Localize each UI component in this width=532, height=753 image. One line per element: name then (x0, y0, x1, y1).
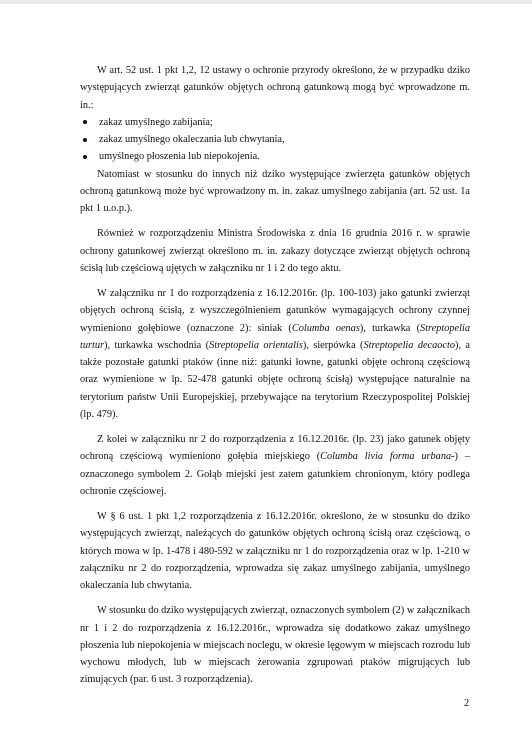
list-item-text: zakaz umyślnego zabijania; (99, 116, 213, 128)
paragraph-art-52: W art. 52 ust. 1 pkt 1,2, 12 ustawy o ochronie przyrody określono, że w przypadku dziko występujących zwierząt gatunków objętych ochroną gatunkową mogą być wprowadzone m. in.: (80, 65, 470, 111)
species-name: Streptopelia orientalis (209, 339, 303, 351)
bullet-icon (83, 155, 87, 159)
page-number: 2 (464, 698, 470, 709)
text-run: ), turkawka ( (359, 322, 421, 334)
species-name: Columba oenas (291, 322, 360, 334)
text-run: ), sierpówka ( (302, 339, 364, 351)
document-body (80, 62, 470, 689)
paragraph-zalacznik-2 (80, 431, 470, 500)
paragraph-natomiast: Natomiast w stosunku do innych niż dziko występujące zwierzęta gatunków objętych ochroną gatunkową może być wprowadzony m. in. zakaz umyślnego zabijania (art. 52 ust. 1a pkt 1 u.o.p.). (80, 168, 470, 214)
list-item (80, 148, 470, 165)
text-run: Z kolei w załączniku nr 2 do rozporządzenia z 16.12.2016r. (lp. 23) jako gatunek objęty ochroną częściową wymieniono gołębia miejskiego ( (80, 434, 470, 463)
page-top-edge (0, 0, 532, 4)
bullet-icon (83, 138, 87, 142)
text-run: W załączniku nr 1 do rozporządzenia z 16.12.2016r. (lp. 100-103) jako gatunki zwierząt objętych ochroną ścisłą, z wyszczególnieniem gatunków wymagających ochrony czynnej wymieniono gołębiowe (oznaczone 2): siniak ( (80, 288, 470, 334)
list-item (80, 114, 470, 131)
bullet-icon (83, 120, 87, 124)
prohibitions-list (80, 114, 470, 166)
species-name: Streptopelia turtur (80, 322, 470, 351)
text-run: -) – oznaczonego symbolem 2. Gołąb miejski jest zatem gatunkiem chronionym, który podlega ochronie częściowej. (80, 451, 470, 497)
paragraph-symbol-2: W stosunku do dziko występujących zwierząt, oznaczonych symbolem (2) w załącznikach nr 1 i 2 do rozporządzenia z 16.12.2016r., wprowadza się dodatkowo zakaz umyślnego płoszenia lub niepokojenia w miejscach noclegu, w okresie lęgowym w miejscach rozrodu lub wychowu młodych, lub w miejscach żerowania zgrupowań ptaków migrujących lub zimujących (par. 6 ust. 3 rozporządzenia). (80, 605, 470, 686)
text-run: ), a także pozostałe gatunki ptaków (inne niż: gatunki łowne, gatunki objęte ochroną częściową oraz wymienione w lp. 52-478 gatunki objęte ochroną ścisłą) występujące naturalnie na terytorium państw Unii Europejskiej, przebywające na terytorium Rzeczypospolitej Polskiej (lp. 479). (80, 339, 470, 420)
species-name: Streptopelia decaocto (363, 339, 456, 351)
paragraph-zalacznik-1 (80, 285, 470, 423)
list-item-text: umyślnego płoszenia lub niepokojenia. (99, 151, 260, 163)
list-item (80, 131, 470, 148)
text-run: ), turkawka wschodnia ( (104, 339, 210, 351)
paragraph-rozporzadzenie: Również w rozporządzeniu Ministra Środowiska z dnia 16 grudnia 2016 r. w sprawie ochrony gatunkowej zwierząt określono m. in. zakazy dotyczące zwierząt objętych ochroną ścisłą lub częściową ujętych w załączniku nr 1 i 2 do tego aktu. (80, 228, 470, 274)
paragraph-paragraf-6: W § 6 ust. 1 pkt 1,2 rozporządzenia z 16.12.2016r. określono, że w stosunku do dziko występujących zwierząt, należących do gatunków objętych ochroną ścisłą oraz częściową, o których mowa w lp. 1-478 i 480-592 w załączniku nr 1 do rozporządzenia oraz w lp. 1-210 w załączniku nr 2 do rozporządzenia, wprowadza się zakaz umyślnego zabijania, umyślnego okaleczania lub chwytania. (80, 511, 470, 591)
species-name: Columba livia forma urbana (320, 451, 452, 463)
list-item-text: zakaz umyślnego okaleczania lub chwytania, (99, 134, 285, 145)
